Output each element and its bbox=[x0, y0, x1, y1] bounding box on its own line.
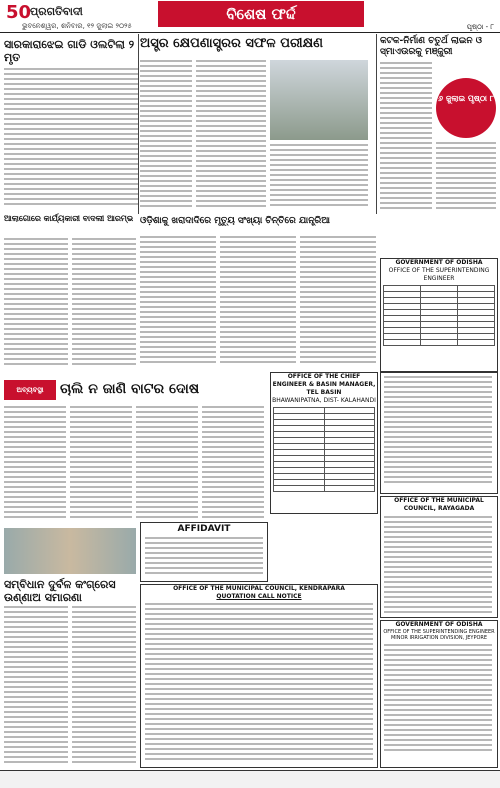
article-body bbox=[220, 236, 296, 366]
missile-photo bbox=[270, 60, 368, 140]
logo bbox=[6, 2, 116, 24]
badge-text: ୬ ଜୁଲାଇ ପୃଷ୍ଠା ୮ bbox=[438, 94, 494, 103]
headline-4: ଆଲାଗୋରେ କାର୍ଯ୍ୟକାରୀ ବାଦଲୀ ଆରମ୍ଭ bbox=[4, 214, 134, 223]
column-rule bbox=[376, 34, 377, 214]
article-body bbox=[436, 142, 496, 212]
article-body bbox=[70, 406, 132, 522]
article-body bbox=[202, 406, 264, 522]
ad-title: OFFICE OF THE MUNICIPAL COUNCIL, KENDRAPARA bbox=[173, 585, 345, 592]
tender-notice-2 bbox=[270, 372, 378, 514]
irrigation-notice bbox=[380, 620, 498, 768]
meeting-photo bbox=[4, 528, 136, 574]
section-banner: ବିଶେଷ ଫର୍ଦ୍ଦ bbox=[158, 1, 364, 27]
brand-name: ପ୍ରଗତିବାଦୀ bbox=[30, 5, 83, 18]
affidavit-title: AFFIDAVIT bbox=[177, 524, 231, 534]
masthead bbox=[0, 0, 500, 33]
notice-body bbox=[384, 644, 492, 756]
ad-subtitle: QUOTATION CALL NOTICE bbox=[216, 593, 302, 600]
headline-road: ଚାଲି ନ ଜାଣି ବାଟର ଦୋଷ bbox=[60, 381, 200, 397]
article-body bbox=[72, 606, 136, 766]
article-body bbox=[4, 68, 138, 208]
ad-title: GOVERNMENT OF ODISHA bbox=[395, 621, 483, 628]
footer-bar bbox=[0, 770, 500, 788]
ad-title: GOVERNMENT OF ODISHA bbox=[395, 259, 483, 266]
article-body bbox=[72, 238, 136, 368]
notice-body bbox=[384, 516, 492, 616]
article-body bbox=[196, 60, 266, 210]
tender-table bbox=[273, 407, 375, 492]
article-body bbox=[4, 406, 66, 522]
article-body bbox=[300, 236, 376, 366]
ad-subtitle: BHAWANIPATNA, DIST- KALAHANDI bbox=[272, 397, 376, 404]
tender-notice-1 bbox=[380, 258, 498, 372]
column-rule bbox=[138, 34, 139, 214]
section-tag: ଅବ୍ୟବସ୍ଥା bbox=[4, 380, 56, 400]
tender-table bbox=[383, 285, 495, 346]
dateline: ଭୁବନେଶ୍ୱର, ଶନିବାର, ୧୨ ଜୁଲାଇ ୨୦୨୫ bbox=[22, 22, 132, 30]
affidavit-body bbox=[145, 537, 263, 577]
notice-body bbox=[145, 603, 373, 763]
quotation-notice bbox=[140, 584, 378, 768]
ad-title: OFFICE OF THE MUNICIPAL COUNCIL, RAYAGADA bbox=[394, 497, 484, 512]
headline-missile: ଅସ୍ତ୍ର କ୍ଷେପଣାସ୍ତ୍ରର ସଫଳ ପରୀକ୍ଷଣ bbox=[140, 36, 323, 51]
headline-accident: ସାରକାରାଝେଇ ଗାଡି ଓଲଟିଲା ୨ ମୃତ bbox=[4, 38, 135, 64]
article-body bbox=[4, 606, 68, 766]
headline-railway: କଟକ-ନିର୍ମାଣ ଚତୁର୍ଥ ଲାଇନ ଓ ସ୍ମାଏଉରକୁ ମଞ୍ଜୁରୀ bbox=[380, 36, 482, 57]
article-body bbox=[140, 60, 192, 210]
article-body bbox=[4, 238, 68, 368]
headline-heatwave: ଓଡ଼ିଶାକୁ ଖରାଦାଦିରେ ମୃତ୍ୟୁ ସଂଖ୍ୟା ଚିନ୍ତିରେ ଯାନ୍ତ୍ରିଆ bbox=[140, 216, 330, 226]
affidavit-box bbox=[140, 522, 268, 582]
ad-subtitle: OFFICE OF THE SUPERINTENDING ENGINEER MINOR IRRIGATION DIVISION, JEYPORE bbox=[383, 629, 495, 641]
headline-congress: ସମ୍ବିଧାନ ଦୁର୍ବଳ କଂଗ୍ରେସ ଉଣ୍ଣାଅ ସମାରଣା bbox=[4, 578, 116, 604]
article-body bbox=[136, 406, 198, 522]
notice-body bbox=[384, 376, 492, 486]
article-body bbox=[380, 62, 432, 212]
ad-title: OFFICE OF THE CHIEF ENGINEER & BASIN MANAGER, TEL BASIN bbox=[272, 373, 376, 396]
article-body bbox=[140, 236, 216, 366]
ad-subtitle: OFFICE OF THE SUPERINTENDING ENGINEER bbox=[388, 267, 490, 282]
highlight-badge bbox=[436, 78, 496, 138]
engineering-notice bbox=[380, 372, 498, 494]
page-number: ପୃଷ୍ଠା - ୮ bbox=[466, 23, 494, 31]
article-body bbox=[270, 144, 368, 210]
municipal-notice bbox=[380, 496, 498, 618]
logo-number: 50 bbox=[6, 2, 32, 23]
